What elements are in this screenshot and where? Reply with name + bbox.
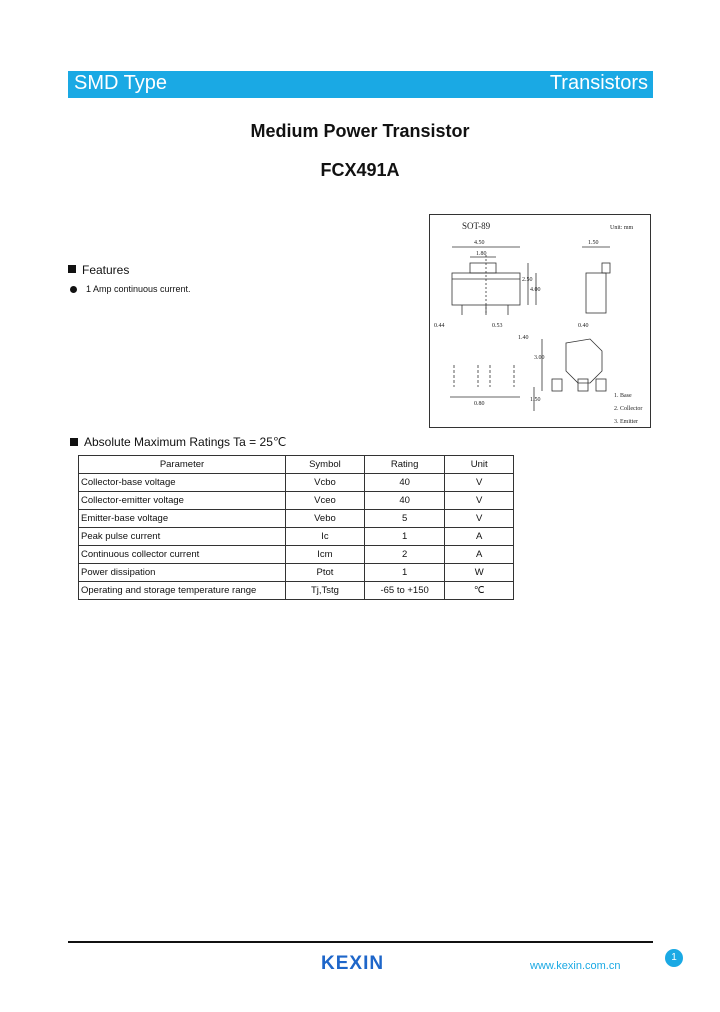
dim-side-height: 1.50 (588, 240, 599, 246)
cell-symbol: Ic (285, 528, 364, 546)
cell-rating: 40 (364, 492, 444, 510)
table-row (79, 492, 514, 510)
column-header-parameter: Parameter (79, 456, 286, 474)
header-product-family: Transistors (549, 72, 648, 94)
header-category: SMD Type (74, 72, 167, 94)
cell-parameter: Operating and storage temperature range (79, 582, 286, 600)
cell-rating: 5 (364, 510, 444, 528)
table-row (79, 564, 514, 582)
header-bar (68, 71, 653, 98)
dim-overall-width: 4.50 (474, 240, 485, 246)
cell-unit: W (445, 564, 514, 582)
cell-symbol: Tj,Tstg (285, 582, 364, 600)
cell-parameter: Continuous collector current (79, 546, 286, 564)
dim-pin-pitch: 3.00 (534, 355, 545, 361)
dim-side-lead: 0.40 (578, 323, 589, 329)
cell-symbol: Vceo (285, 492, 364, 510)
kexin-logo: KEXIN (321, 953, 385, 974)
part-number: FCX491A (320, 160, 400, 180)
table-row (79, 582, 514, 600)
column-header-rating: Rating (364, 456, 444, 474)
cell-unit: V (445, 510, 514, 528)
ratings-table (78, 455, 514, 600)
cell-unit: ℃ (445, 582, 514, 600)
package-tab (470, 263, 496, 273)
cell-rating: 40 (364, 474, 444, 492)
package-side-view (586, 273, 606, 313)
package-footprint-land (566, 339, 602, 383)
features-heading: Features (82, 263, 130, 277)
pin-label-3: 3. Emitter (614, 419, 638, 425)
pin-label-1: 1. Base (614, 393, 632, 399)
cell-symbol: Vcbo (285, 474, 364, 492)
dim-foot-length: 1.50 (530, 397, 541, 403)
package-name: SOT-89 (462, 221, 491, 231)
table-header-row (79, 456, 514, 474)
dim-body-height: 2.50 (522, 277, 533, 283)
table-row (79, 546, 514, 564)
cell-rating: 1 (364, 528, 444, 546)
feature-bullet (70, 286, 77, 293)
ratings-square-bullet (70, 438, 78, 446)
package-unit-label: Unit: mm (610, 225, 634, 231)
table-row (79, 474, 514, 492)
dim-tab-width: 1.80 (476, 251, 487, 257)
cell-symbol: Vebo (285, 510, 364, 528)
ratings-heading: Absolute Maximum Ratings Ta = 25℃ (84, 435, 287, 449)
dim-land-gap: 1.40 (518, 335, 529, 341)
features-square-bullet (68, 265, 76, 273)
document-title: Medium Power Transistor (250, 121, 470, 141)
cell-parameter: Emitter-base voltage (79, 510, 286, 528)
cell-unit: V (445, 474, 514, 492)
cell-parameter: Power dissipation (79, 564, 286, 582)
dim-body-height-2: 4.00 (530, 287, 541, 293)
column-header-symbol: Symbol (285, 456, 364, 474)
footer-divider (68, 941, 653, 943)
column-header-unit: Unit (445, 456, 514, 474)
dim-lead-right: 0.53 (492, 323, 503, 329)
cell-unit: V (445, 492, 514, 510)
table-row (79, 510, 514, 528)
package-outline-svg (430, 215, 652, 429)
pin-label-2: 2. Collector (614, 406, 643, 412)
cell-parameter: Collector-emitter voltage (79, 492, 286, 510)
cell-rating: 2 (364, 546, 444, 564)
cell-rating: 1 (364, 564, 444, 582)
cell-unit: A (445, 528, 514, 546)
package-drawing (429, 214, 651, 428)
table-row (79, 528, 514, 546)
cell-symbol: Icm (285, 546, 364, 564)
feature-item: 1 Amp continuous current. (86, 284, 191, 294)
cell-rating: -65 to +150 (364, 582, 444, 600)
dim-bottom: 0.80 (474, 401, 485, 407)
footer-website-link[interactable]: www.kexin.com.cn (530, 960, 621, 972)
page-number-badge: 1 (665, 949, 683, 967)
dim-lead-left: 0.44 (434, 323, 445, 329)
cell-unit: A (445, 546, 514, 564)
cell-parameter: Collector-base voltage (79, 474, 286, 492)
cell-parameter: Peak pulse current (79, 528, 286, 546)
cell-symbol: Ptot (285, 564, 364, 582)
